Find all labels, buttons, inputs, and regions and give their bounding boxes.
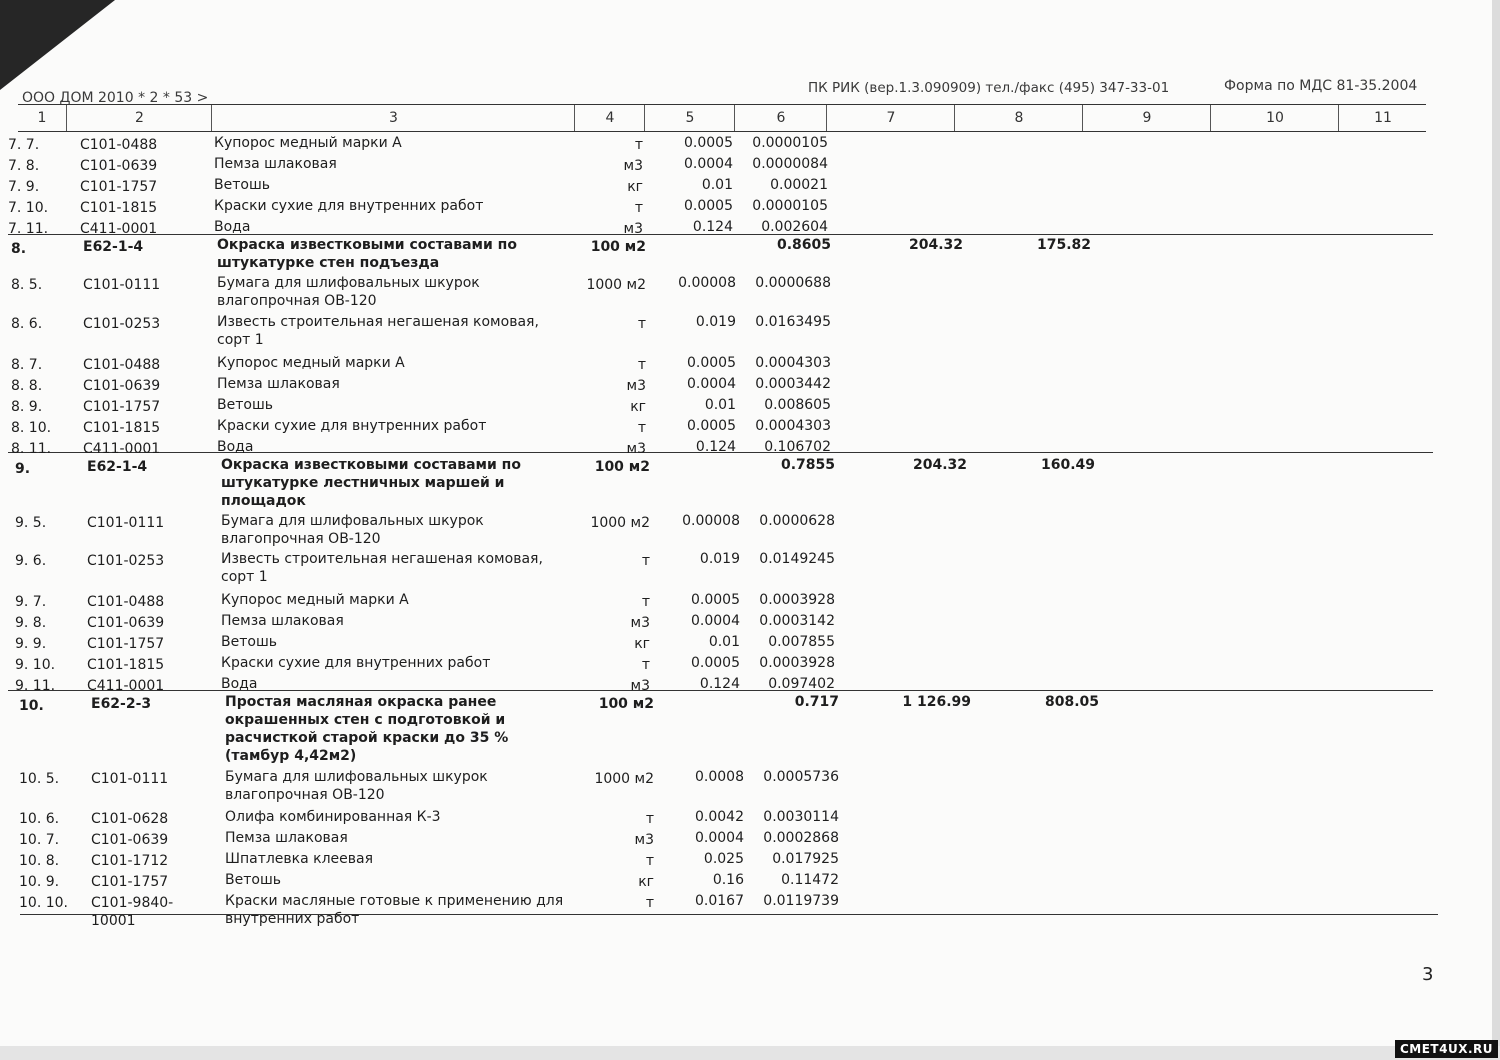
item-description: Краски сухие для внутренних работ xyxy=(214,198,484,214)
unit: кг xyxy=(634,636,650,652)
norm-quantity: 0.019 xyxy=(695,314,736,330)
total-quantity: 0.0005736 xyxy=(763,769,839,785)
total-quantity: 0.717 xyxy=(794,694,839,710)
form-reference: Форма по МДС 81-35.2004 xyxy=(1224,78,1418,94)
norm-quantity: 0.01 xyxy=(704,397,736,413)
unit-cost: 204.32 xyxy=(912,457,967,473)
column-header: 7 xyxy=(826,105,955,131)
norm-quantity: 0.124 xyxy=(692,219,733,235)
row-number: 9. 10. xyxy=(15,657,56,673)
norm-quantity: 0.0004 xyxy=(691,613,740,629)
norm-quantity: 0.124 xyxy=(695,439,736,455)
total-quantity: 0.007855 xyxy=(768,634,835,650)
unit: 100 м2 xyxy=(598,696,654,712)
resource-code: Е62-1-4 xyxy=(83,239,144,255)
resource-code: С411-0001 xyxy=(80,221,158,237)
unit-cost: 1 126.99 xyxy=(902,694,971,710)
norm-quantity: 0.0004 xyxy=(684,156,733,172)
item-description: Вода xyxy=(221,676,258,692)
resource-code: С101-0488 xyxy=(87,594,165,610)
page-number: 3 xyxy=(1422,964,1434,985)
norm-quantity: 0.0005 xyxy=(684,135,733,151)
norm-quantity: 0.0005 xyxy=(691,592,740,608)
unit: м3 xyxy=(626,441,646,457)
resource-code: С101-0488 xyxy=(83,357,161,373)
norm-quantity: 0.0008 xyxy=(695,769,744,785)
site-watermark: СМЕТ4UX.RU xyxy=(1395,1040,1498,1058)
item-description: Шпатлевка клеевая xyxy=(225,851,374,867)
unit: 1000 м2 xyxy=(586,277,646,293)
unit: м3 xyxy=(626,378,646,394)
row-number: 9. 8. xyxy=(15,615,47,631)
resource-code: С411-0001 xyxy=(87,678,165,694)
norm-quantity: 0.01 xyxy=(701,177,733,193)
norm-quantity: 0.00008 xyxy=(678,275,736,291)
row-number: 9. xyxy=(15,461,31,477)
resource-code: С101-1757 xyxy=(83,399,161,415)
unit-cost: 204.32 xyxy=(908,237,963,253)
row-number: 8. 10. xyxy=(11,420,52,436)
norm-quantity: 0.0004 xyxy=(687,376,736,392)
item-description: Купорос медный марки А xyxy=(214,135,402,151)
resource-code: С101-0111 xyxy=(91,771,169,787)
resource-code: С101-1712 xyxy=(91,853,169,869)
total-quantity: 0.002604 xyxy=(761,219,828,235)
unit: т xyxy=(641,553,650,569)
row-number: 10. 9. xyxy=(19,874,60,890)
resource-code: С101-9840-10001 xyxy=(91,895,174,929)
column-header: 1 xyxy=(37,110,47,126)
total-quantity: 0.0000628 xyxy=(759,513,835,529)
resource-code: С101-0628 xyxy=(91,811,169,827)
resource-code: С411-0001 xyxy=(83,441,161,457)
item-description: Краски масляные готовые к применению для внутренних работ xyxy=(225,893,564,927)
row-number: 9. 11. xyxy=(15,678,56,694)
item-description: Купорос медный марки А xyxy=(217,355,405,371)
column-header: 6 xyxy=(734,105,827,131)
unit: м3 xyxy=(630,678,650,694)
item-description: Окраска известковыми составами по штукатурке стен подъезда xyxy=(217,237,517,271)
row-number: 9. 9. xyxy=(15,636,47,652)
row-number: 9. 7. xyxy=(15,594,47,610)
total-quantity: 0.017925 xyxy=(772,851,839,867)
unit: м3 xyxy=(630,615,650,631)
item-description: Бумага для шлифовальных шкурок влагопрочная ОВ-120 xyxy=(217,275,480,309)
item-description: Пемза шлаковая xyxy=(221,613,344,629)
row-number: 9. 5. xyxy=(15,515,47,531)
norm-quantity: 0.00008 xyxy=(682,513,740,529)
unit: т xyxy=(637,316,646,332)
unit: м3 xyxy=(634,832,654,848)
row-number: 8. 9. xyxy=(11,399,43,415)
resource-code: С101-0639 xyxy=(83,378,161,394)
item-description: Окраска известковыми составами по штукатурке лестничных маршей и площадок xyxy=(221,457,521,509)
item-description: Вода xyxy=(217,439,254,455)
unit: т xyxy=(637,420,646,436)
unit: кг xyxy=(638,874,654,890)
row-number: 7. 7. xyxy=(8,137,40,153)
unit: 100 м2 xyxy=(594,459,650,475)
total-quantity: 0.0000688 xyxy=(755,275,831,291)
norm-quantity: 0.0005 xyxy=(691,655,740,671)
norm-quantity: 0.01 xyxy=(708,634,740,650)
item-description: Пемза шлаковая xyxy=(225,830,348,846)
norm-quantity: 0.0042 xyxy=(695,809,744,825)
resource-code: С101-0639 xyxy=(91,832,169,848)
total-quantity: 0.0163495 xyxy=(755,314,831,330)
item-description: Купорос медный марки А xyxy=(221,592,409,608)
item-description: Краски сухие для внутренних работ xyxy=(221,655,491,671)
total-quantity: 0.11472 xyxy=(781,872,839,888)
row-number: 8. 11. xyxy=(11,441,52,457)
total-quantity: 0.7855 xyxy=(780,457,835,473)
resource-code: С101-0639 xyxy=(80,158,158,174)
total-quantity: 0.0119739 xyxy=(763,893,839,909)
resource-code: С101-0488 xyxy=(80,137,158,153)
total-quantity: 0.0003928 xyxy=(759,592,835,608)
unit: м3 xyxy=(623,221,643,237)
column-header: 8 xyxy=(954,105,1083,131)
row-number: 10. 5. xyxy=(19,771,60,787)
total-quantity: 0.0000105 xyxy=(752,198,828,214)
unit: т xyxy=(641,657,650,673)
item-description: Ветошь xyxy=(217,397,273,413)
item-description: Бумага для шлифовальных шкурок влагопрочная ОВ-120 xyxy=(225,769,488,803)
unit: 1000 м2 xyxy=(594,771,654,787)
norm-quantity: 0.16 xyxy=(712,872,744,888)
resource-code: С101-1757 xyxy=(87,636,165,652)
row-number: 7. 8. xyxy=(8,158,40,174)
resource-code: С101-0111 xyxy=(87,515,165,531)
total-quantity: 0.097402 xyxy=(768,676,835,692)
item-description: Вода xyxy=(214,219,251,235)
resource-code: С101-1757 xyxy=(80,179,158,195)
resource-code: С101-0111 xyxy=(83,277,161,293)
labor-cost: 160.49 xyxy=(1040,457,1095,473)
row-number: 9. 6. xyxy=(15,553,47,569)
column-header: 3 xyxy=(211,105,575,131)
row-number: 8. 7. xyxy=(11,357,43,373)
total-quantity: 0.8605 xyxy=(776,237,831,253)
item-description: Известь строительная негашеная комовая, сорт 1 xyxy=(221,551,543,585)
row-number: 10. 10. xyxy=(19,895,68,911)
norm-quantity: 0.0004 xyxy=(695,830,744,846)
column-header: 5 xyxy=(644,105,735,131)
row-number: 10. 8. xyxy=(19,853,60,869)
norm-quantity: 0.0005 xyxy=(684,198,733,214)
column-header: 9 xyxy=(1082,105,1211,131)
column-header: 11 xyxy=(1338,105,1427,131)
unit: 1000 м2 xyxy=(590,515,650,531)
row-number: 8. 5. xyxy=(11,277,43,293)
total-quantity: 0.0149245 xyxy=(759,551,835,567)
item-description: Ветошь xyxy=(221,634,277,650)
unit: т xyxy=(637,357,646,373)
item-description: Краски сухие для внутренних работ xyxy=(217,418,487,434)
item-description: Бумага для шлифовальных шкурок влагопрочная ОВ-120 xyxy=(221,513,484,547)
resource-code: С101-1815 xyxy=(83,420,161,436)
row-number: 10. 6. xyxy=(19,811,60,827)
norm-quantity: 0.0167 xyxy=(695,893,744,909)
item-description: Известь строительная негашеная комовая, сорт 1 xyxy=(217,314,539,348)
total-quantity: 0.0002868 xyxy=(763,830,839,846)
row-number: 7. 9. xyxy=(8,179,40,195)
item-description: Пемза шлаковая xyxy=(214,156,337,172)
document-title: ООО ДОМ 2010 * 2 * 53 > xyxy=(22,90,209,106)
unit: кг xyxy=(630,399,646,415)
total-quantity: 0.0003928 xyxy=(759,655,835,671)
row-number: 7. 11. xyxy=(8,221,49,237)
resource-code: С101-0639 xyxy=(87,615,165,631)
row-number: 10. 7. xyxy=(19,832,60,848)
unit: т xyxy=(641,594,650,610)
unit: м3 xyxy=(623,158,643,174)
row-number: 7. 10. xyxy=(8,200,49,216)
total-quantity: 0.0003142 xyxy=(759,613,835,629)
item-description: Олифа комбинированная К-3 xyxy=(225,809,441,825)
labor-cost: 175.82 xyxy=(1036,237,1091,253)
total-quantity: 0.0003442 xyxy=(755,376,831,392)
resource-code: С101-1815 xyxy=(80,200,158,216)
norm-quantity: 0.0005 xyxy=(687,418,736,434)
column-header: 4 xyxy=(574,105,645,131)
total-quantity: 0.106702 xyxy=(764,439,831,455)
norm-quantity: 0.0005 xyxy=(687,355,736,371)
resource-code: Е62-1-4 xyxy=(87,459,148,475)
norm-quantity: 0.025 xyxy=(703,851,744,867)
unit: 100 м2 xyxy=(590,239,646,255)
norm-quantity: 0.019 xyxy=(699,551,740,567)
total-quantity: 0.0000084 xyxy=(752,156,828,172)
total-quantity: 0.0004303 xyxy=(755,355,831,371)
unit: т xyxy=(645,853,654,869)
item-description: Пемза шлаковая xyxy=(217,376,340,392)
total-quantity: 0.0030114 xyxy=(763,809,839,825)
column-header: 2 xyxy=(66,105,212,131)
row-number: 8. 6. xyxy=(11,316,43,332)
unit: т xyxy=(634,137,643,153)
resource-code: С101-1757 xyxy=(91,874,169,890)
unit: т xyxy=(645,811,654,827)
labor-cost: 808.05 xyxy=(1044,694,1099,710)
total-quantity: 0.0004303 xyxy=(755,418,831,434)
unit: т xyxy=(645,895,654,911)
total-quantity: 0.00021 xyxy=(770,177,828,193)
total-quantity: 0.0000105 xyxy=(752,135,828,151)
resource-code: Е62-2-3 xyxy=(91,696,152,712)
item-description: Ветошь xyxy=(225,872,281,888)
total-quantity: 0.008605 xyxy=(764,397,831,413)
row-number: 8. 8. xyxy=(11,378,43,394)
item-description: Ветошь xyxy=(214,177,270,193)
column-header: 10 xyxy=(1210,105,1339,131)
unit: т xyxy=(634,200,643,216)
resource-code: С101-1815 xyxy=(87,657,165,673)
software-info: ПК РИК (вер.1.3.090909) тел./факс (495) 347-33-01 xyxy=(808,80,1170,96)
item-description: Простая масляная окраска ранее окрашенных стен с подготовкой и расчисткой старой краски до 35 % (тамбур 4,42м2) xyxy=(225,694,509,764)
resource-code: С101-0253 xyxy=(87,553,165,569)
row-number: 10. xyxy=(19,698,44,714)
unit: кг xyxy=(627,179,643,195)
resource-code: С101-0253 xyxy=(83,316,161,332)
row-number: 8. xyxy=(11,241,27,257)
norm-quantity: 0.124 xyxy=(699,676,740,692)
